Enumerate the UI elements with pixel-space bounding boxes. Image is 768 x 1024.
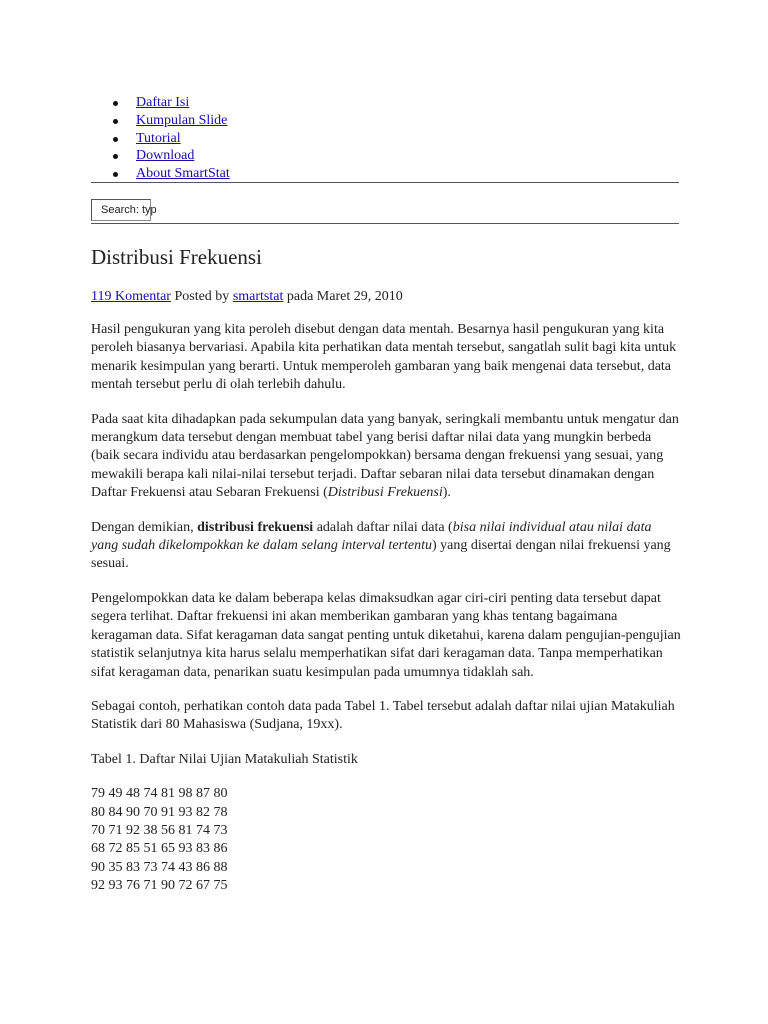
- paragraph-3-text: Dengan demikian,: [91, 519, 198, 535]
- nav-item-about: [91, 165, 679, 183]
- nav-link-about[interactable]: About SmartStat: [136, 166, 230, 182]
- data-table: [91, 785, 681, 895]
- bullet-icon: [113, 154, 118, 159]
- nav-item-tutorial: [91, 130, 679, 148]
- paragraph-2-emphasis: Distribusi Frekuensi: [327, 485, 443, 501]
- paragraph-3-emphasis: bisa nilai individual atau nilai data yang sudah dikelompokkan ke dalam selang interval tertentu: [91, 519, 652, 554]
- nav-item-kumpulan-slide: [91, 112, 679, 130]
- table-caption: Tabel 1. Daftar Nilai Ujian Matakuliah Statistik: [91, 751, 358, 767]
- data-row: 68 72 85 51 65 93 83 86: [91, 841, 228, 857]
- bullet-icon: [113, 101, 118, 106]
- author-link[interactable]: smartstat: [232, 289, 284, 304]
- search-input[interactable]: Search: typ: [91, 199, 151, 221]
- paragraph-3-mid: adalah daftar nilai data (: [313, 519, 453, 535]
- paragraph-3: [91, 519, 681, 574]
- divider-top: [91, 182, 679, 183]
- data-row: 92 93 76 71 90 72 67 75: [91, 878, 228, 894]
- paragraph-3-strong: distribusi frekuensi: [197, 519, 314, 535]
- nav-link-tutorial[interactable]: Tutorial: [136, 130, 181, 146]
- bullet-icon: [113, 119, 118, 124]
- posted-by-label: Posted by: [174, 289, 230, 304]
- paragraph-1: Hasil pengukuran yang kita peroleh disebut dengan data mentah. Besarnya hasil pengukuran yang kita peroleh biasanya bervariasi. Apabila kita perhatikan data mentah tersebut, sangatlah sulit bagi kita untuk menarik kesimpulan yang berarti. Untuk memperoleh gambaran yang baik mengenai data tersebut, data mentah tersebut perlu di olah terlebih dahulu.: [91, 322, 677, 393]
- paragraph-4: Pengelompokkan data ke dalam beberapa kelas dimaksudkan agar ciri-ciri penting data tersebut dapat segera terlihat. Daftar frekuensi ini akan memberikan gambaran yang khas tentang bagaimana keragaman data. Sifat keragaman data sangat penting untuk diketahui, karena dalam pengujian-pengujian statistik selanjutnya kita harus selalu memperhatikan sifat dari keragaman data. Tanpa memperhatikan sifat keragaman data, penarikan suatu kesimpulan pada umumnya tidaklah sah.: [91, 590, 681, 680]
- data-row: 80 84 90 70 91 93 82 78: [91, 804, 228, 820]
- data-row: 70 71 92 38 56 81 74 73: [91, 822, 228, 838]
- nav-item-daftar-isi: [91, 94, 679, 112]
- divider-bottom: [91, 223, 679, 224]
- post-title: Distribusi Frekuensi: [91, 245, 262, 269]
- post-meta: [91, 288, 403, 306]
- top-nav: [91, 94, 679, 183]
- bullet-icon: [113, 172, 118, 177]
- paragraph-5: Sebagai contoh, perhatikan contoh data pada Tabel 1. Tabel tersebut adalah daftar nilai ujian Matakuliah Statistik dari 80 Mahasiswa (Sudjana, 19xx).: [91, 698, 675, 733]
- paragraph-2-text: Pada saat kita dihadapkan pada sekumpulan data yang banyak, seringkali membantu untuk mengatur dan merangkum data tersebut dengan membuat tabel yang berisi daftar nilai data yang mungkin berbeda (baik secara individu atau berdasarkan pengelompokkan) bersama dengan frekuensi yang sesuai, yang mewakili berapa kali nilai-nilai tersebut terjadi. Daftar sebaran nilai data tersebut dinamakan dengan Daftar Frekuensi atau Sebaran Frekuensi (: [91, 411, 679, 501]
- nav-link-kumpulan-slide[interactable]: Kumpulan Slide: [136, 112, 228, 128]
- data-row: 90 35 83 73 74 43 86 88: [91, 859, 228, 875]
- nav-link-download[interactable]: Download: [136, 148, 195, 164]
- comments-link[interactable]: 119 Komentar: [91, 289, 171, 304]
- nav-item-download: [91, 147, 679, 165]
- data-row: 79 49 48 74 81 98 87 80: [91, 786, 228, 802]
- paragraph-2-end: ).: [442, 485, 451, 501]
- bullet-icon: [113, 137, 118, 142]
- paragraph-2: [91, 411, 681, 503]
- post-content: [91, 321, 681, 895]
- post-date: pada Maret 29, 2010: [286, 289, 403, 304]
- paragraph-3-end: ) yang disertai dengan nilai frekuensi yang sesuai.: [91, 538, 671, 572]
- nav-link-daftar-isi[interactable]: Daftar Isi: [136, 95, 190, 110]
